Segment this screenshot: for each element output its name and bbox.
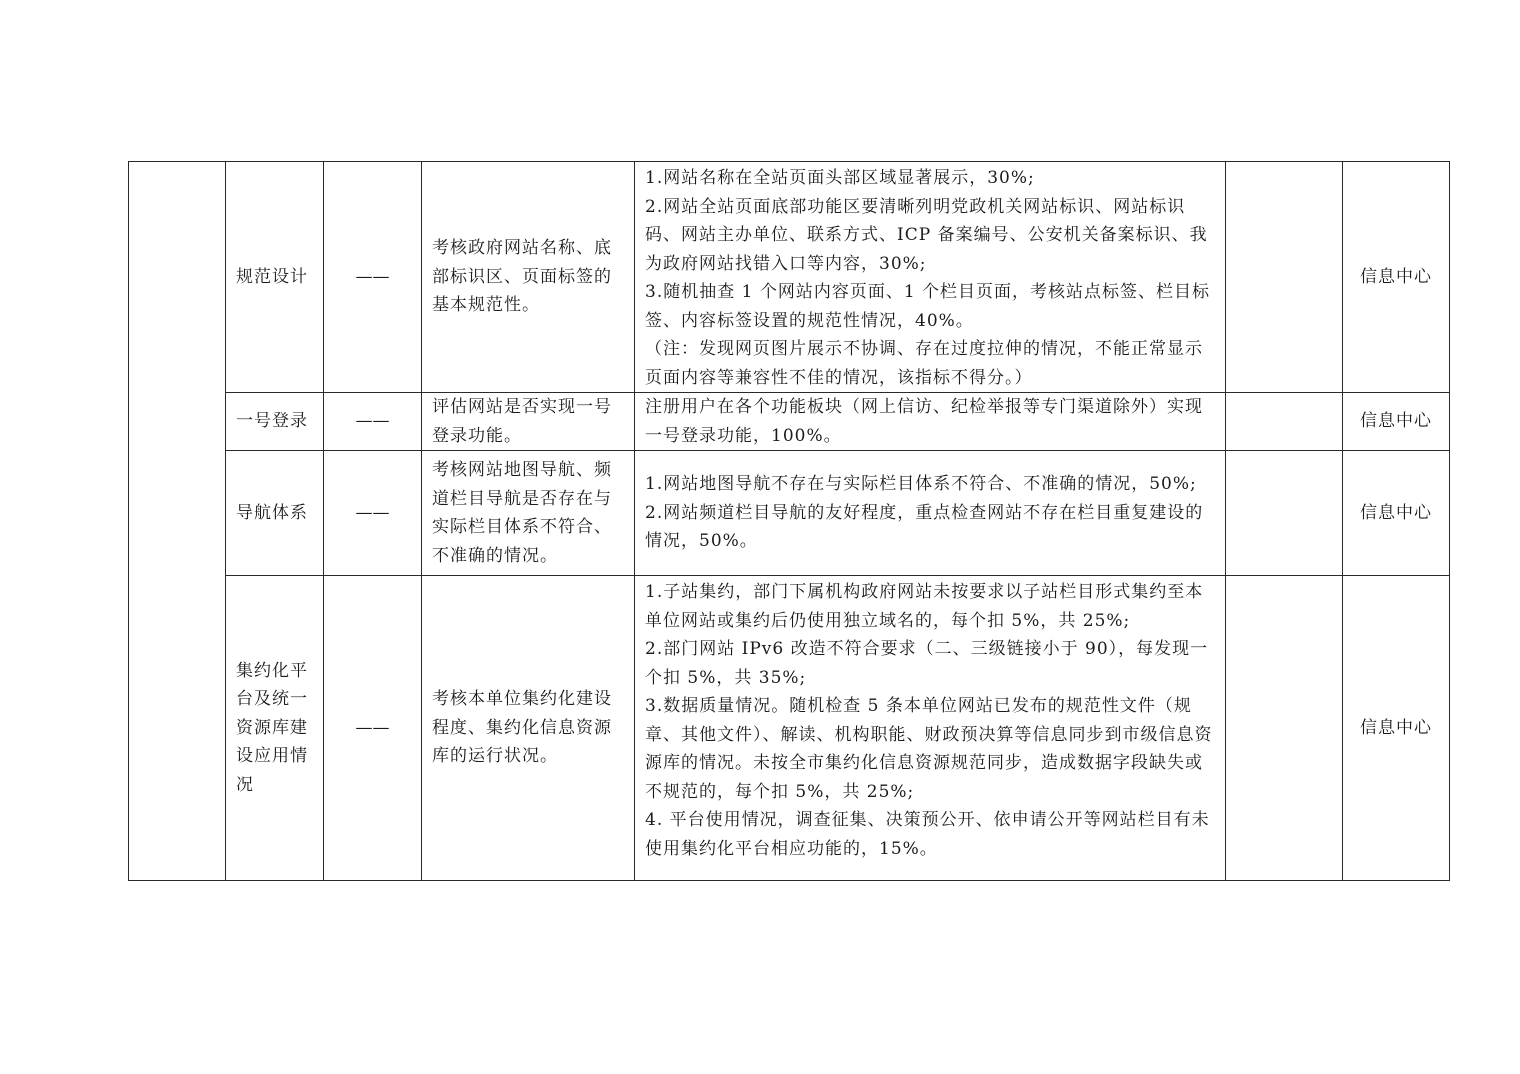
table-row <box>129 576 1450 881</box>
scoring-rules-cell <box>635 576 1226 881</box>
rule-item: 2.网站频道栏目导航的友好程度，重点检查网站不存在栏目重复建设的情况，50%。 <box>645 502 1204 552</box>
department-cell: 信息中心 <box>1343 393 1450 451</box>
weight-cell: —— <box>324 576 422 881</box>
description-cell: 考核本单位集约化建设程度、集约化信息资源库的运行状况。 <box>422 576 635 881</box>
indicator-name-cell: 规范设计 <box>226 162 324 393</box>
evaluation-table <box>128 161 1450 881</box>
scoring-rules-cell <box>635 162 1226 393</box>
scoring-rules-cell <box>635 451 1226 576</box>
category-cell <box>129 162 226 881</box>
rule-item: 4. 平台使用情况，调查征集、决策预公开、依申请公开等网站栏目有未使用集约化平台相应功能的，15%。 <box>645 810 1210 859</box>
department-cell: 信息中心 <box>1343 451 1450 576</box>
table-row <box>129 451 1450 576</box>
rule-item: 1.子站集约，部门下属机构政府网站未按要求以子站栏目形式集约至本单位网站或集约后仍使用独立域名的，每个扣 5%，共 25%; <box>645 582 1204 631</box>
description-cell: 考核政府网站名称、底部标识区、页面标签的基本规范性。 <box>422 162 635 393</box>
description-cell: 评估网站是否实现一号登录功能。 <box>422 393 635 451</box>
rule-item: 3.数据质量情况。随机检查 5 条本单位网站已发布的规范性文件（规章、其他文件）、解读、机构职能、财政预决算等信息同步到市级信息资源库的情况。未按全市集约化信息资源规范同步，造成数据字段缺失或不规范的，每个扣 5%，共 25%; <box>645 696 1213 802</box>
rule-item: 注册用户在各个功能板块（网上信访、纪检举报等专门渠道除外）实现一号登录功能，100%。 <box>645 397 1203 446</box>
rule-note: （注：发现网页图片展示不协调、存在过度拉伸的情况，不能正常显示页面内容等兼容性不佳的情况，该指标不得分。） <box>645 339 1203 388</box>
remark-cell <box>1226 451 1343 576</box>
rule-item: 1.网站名称在全站页面头部区域显著展示，30%; <box>645 168 1035 188</box>
remark-cell <box>1226 393 1343 451</box>
remark-cell <box>1226 162 1343 393</box>
weight-cell: —— <box>324 162 422 393</box>
rule-item: 2.网站全站页面底部功能区要清晰列明党政机关网站标识、网站标识码、网站主办单位、联系方式、ICP 备案编号、公安机关备案标识、我为政府网站找错入口等内容，30%; <box>645 196 1208 274</box>
weight-cell: —— <box>324 451 422 576</box>
table-row <box>129 162 1450 393</box>
department-cell: 信息中心 <box>1343 162 1450 393</box>
rule-item: 2.部门网站 IPv6 改造不符合要求（二、三级链接小于 90），每发现一个扣 5%，共 35%; <box>645 639 1209 688</box>
rule-item: 1.网站地图导航不存在与实际栏目体系不符合、不准确的情况，50%; <box>645 474 1197 495</box>
description-cell: 考核网站地图导航、频道栏目导航是否存在与实际栏目体系不符合、不准确的情况。 <box>422 451 635 576</box>
weight-cell: —— <box>324 393 422 451</box>
indicator-name-cell: 导航体系 <box>226 451 324 576</box>
indicator-name-cell: 一号登录 <box>226 393 324 451</box>
scoring-rules-cell <box>635 393 1226 451</box>
indicator-name-cell: 集约化平台及统一资源库建设应用情况 <box>226 576 324 881</box>
remark-cell <box>1226 576 1343 881</box>
department-cell: 信息中心 <box>1343 576 1450 881</box>
rule-item: 3.随机抽查 1 个网站内容页面、1 个栏目页面，考核站点标签、栏目标签、内容标签设置的规范性情况，40%。 <box>645 282 1211 331</box>
table-row <box>129 393 1450 451</box>
